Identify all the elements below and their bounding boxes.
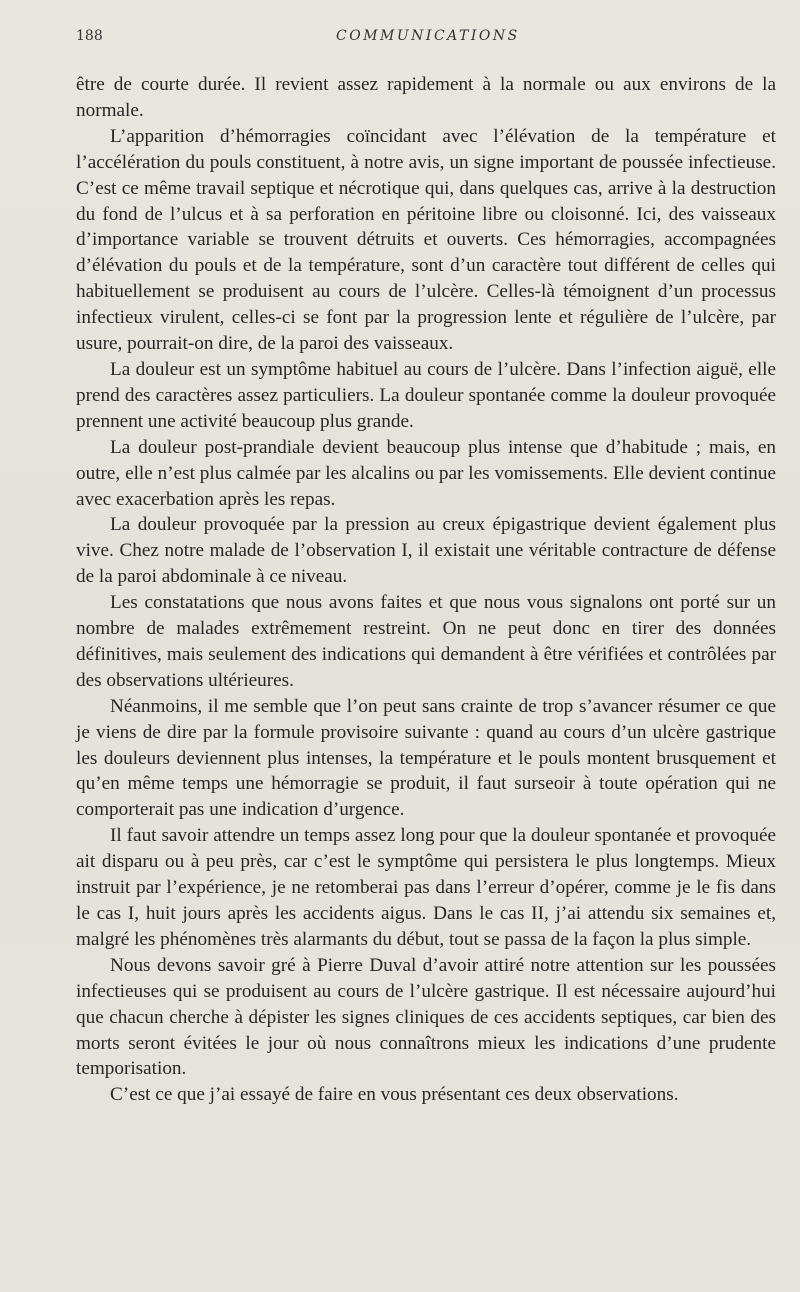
running-title: COMMUNICATIONS	[336, 28, 520, 44]
paragraph-1: être de courte durée. Il revient assez rapidement à la normale ou aux environs de la normale.	[76, 74, 776, 121]
paragraph-10: C’est ce que j’ai essayé de faire en vous présentant ces deux observations.	[110, 1084, 679, 1106]
paragraph-6: Les constatations que nous avons faites et que nous vous signalons ont porté sur un nombre de malades extrêmement restreint. On ne peut donc en tirer des données définitives, mais seulement des indications qui demandent à être vérifiées et contrôlées par des observations ultérieures.	[76, 592, 776, 691]
paragraph-7: Néanmoins, il me semble que l’on peut sans crainte de trop s’avancer résumer ce que je viens de dire par la formule provisoire suivante : quand au cours d’un ulcère gastrique les douleurs deviennent plus intenses, la température et le pouls montent brusquement et qu’en même temps une hémorragie se produit, il faut surseoir à toute opération qui ne comporterait pas une indication d’urgence.	[76, 695, 776, 821]
paragraph-9: Nous devons savoir gré à Pierre Duval d’avoir attiré notre attention sur les poussées infectieuses qui se produisent au cours de l’ulcère gastrique. Il est nécessaire aujourd’hui que chacun cherche à dépister les signes cliniques de ces accidents septiques, car bien des morts seront évitées le jour où nous connaîtrons mieux les indications d’une prudente temporisation.	[76, 954, 776, 1080]
paragraph-4: La douleur post-prandiale devient beaucoup plus intense que d’habitude ; mais, en outre, elle n’est plus calmée par les alcalins ou par les vomissements. Elle devient continue avec exacerbation après les repas.	[76, 436, 776, 510]
paragraph-5: La douleur provoquée par la pression au creux épigastrique devient également plus vive. Chez notre malade de l’observation I, il existait une véritable contracture de défense de la paroi abdominale à ce niveau.	[76, 514, 776, 588]
paragraph-8: Il faut savoir attendre un temps assez long pour que la douleur spontanée et provoquée ait disparu ou à peu près, car c’est le symptôme qui persistera le plus longtemps. Mieux instruit par l’expérience, je ne retomberai pas dans l’erreur d’opérer, comme je le fis dans le cas I, huit jours après les accidents aigus. Dans le cas II, j’ai attendu six semaines et, malgré les phénomènes très alarmants du début, tout se passa de la façon la plus simple.	[76, 825, 776, 950]
paragraph-2: L’apparition d’hémorragies coïncidant avec l’élévation de la température et l’accélération du pouls constituent, à notre avis, un signe important de poussée infectieuse. C’est ce même travail septique et nécrotique qui, dans quelques cas, arrive à la destruction du fond de l’ulcus et à sa perforation en péritoine libre ou cloisonné. Ici, des vaisseaux d’importance variable se trouvent détruits et ouverts. Ces hémorragies, accompagnées d’élévation du pouls et de la température, sont d’un caractère tout différent de celles qui habituellement se produisent au cours de l’ulcère. Celles-là témoignent d’un processus infectieux virulent, celles-ci se font par la progression lente et régulière de l’ulcère, par usure, pourrait-on dire, de la paroi des vaisseaux.	[76, 125, 776, 355]
paragraph-3: La douleur est un symptôme habituel au cours de l’ulcère. Dans l’infection aiguë, elle prend des caractères assez particuliers. La douleur spontanée comme la douleur provoquée prennent une activité beaucoup plus grande.	[76, 358, 776, 432]
page-number: 188	[76, 28, 103, 44]
body-text	[76, 72, 776, 1108]
page-header	[76, 28, 778, 52]
